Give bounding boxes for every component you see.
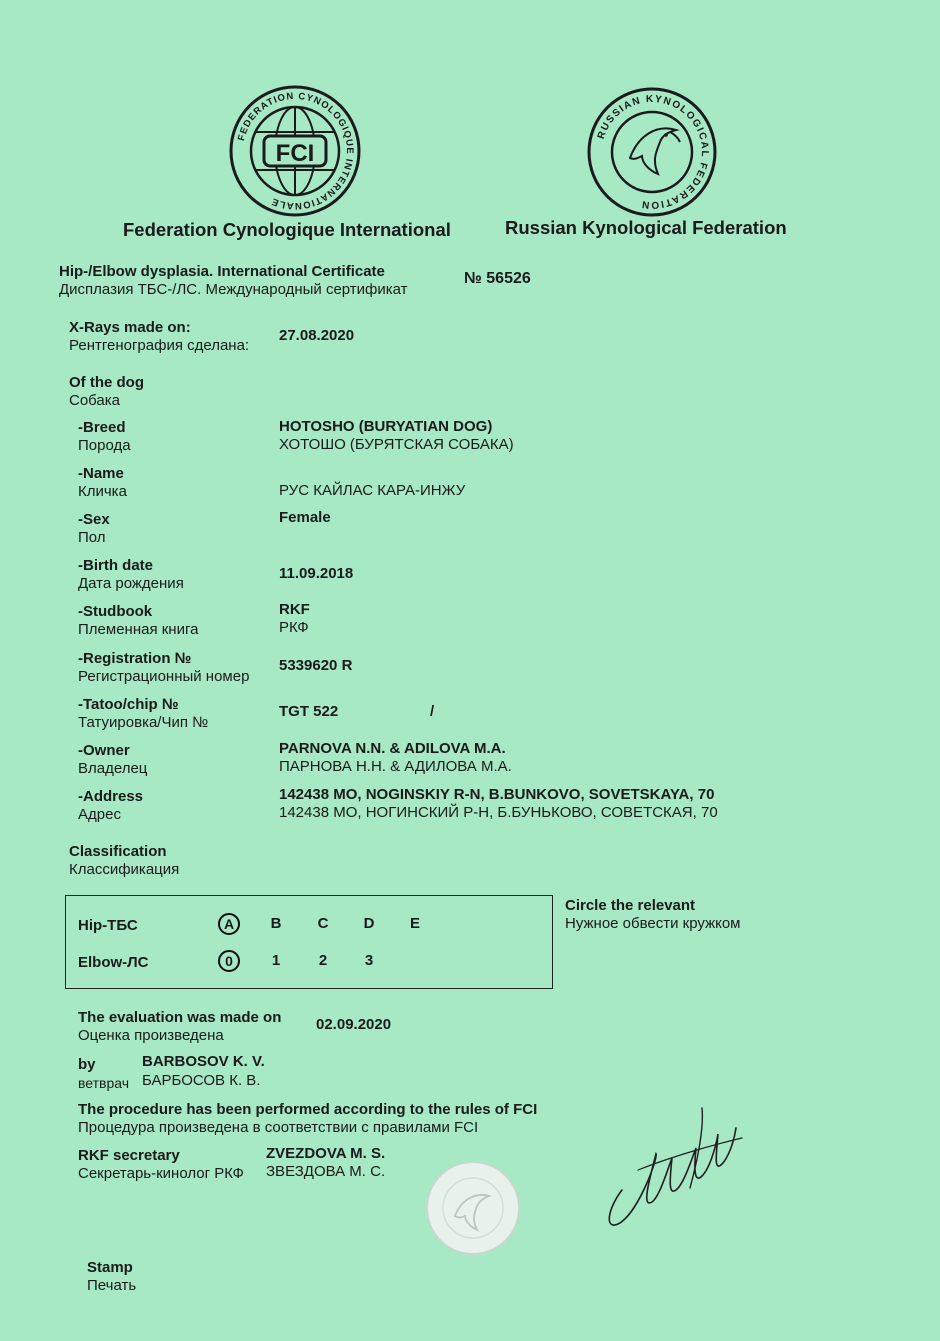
- dog-section-label-en: Of the dog: [69, 374, 144, 391]
- sex-label-en: -Sex: [78, 511, 110, 528]
- breed-value-en: HOTOSHO (BURYATIAN DOG): [279, 418, 493, 435]
- birth-date-value: 11.09.2018: [279, 565, 354, 582]
- studbook-label-en: -Studbook: [78, 603, 153, 620]
- hip-grade-c: C: [317, 915, 329, 932]
- classification-label-en: Classification: [69, 843, 167, 860]
- elbow-label: Elbow-ЛС: [78, 954, 149, 971]
- owner-value-ru: ПАРНОВА Н.Н. & АДИЛОВА М.А.: [279, 758, 512, 775]
- vet-name-ru: БАРБОСОВ К. В.: [142, 1072, 261, 1089]
- dog-section-label-ru: Собака: [69, 392, 120, 409]
- secretary-name-ru: ЗВЕЗДОВА М. С.: [266, 1163, 386, 1180]
- procedure-text-en: The procedure has been performed according to the rules of FCI: [78, 1101, 538, 1118]
- owner-label-ru: Владелец: [78, 760, 148, 777]
- hip-label: Hip-ТБС: [78, 917, 138, 934]
- breed-label-ru: Порода: [78, 437, 131, 454]
- rkf-ring-text: RUSSIAN KYNOLOGICAL FEDERATION: [595, 93, 711, 211]
- by-label-ru: ветврач: [78, 1075, 130, 1091]
- secretary-name-en: ZVEZDOVA M. S.: [266, 1145, 386, 1162]
- secretary-label-en: RKF secretary: [78, 1147, 180, 1164]
- elbow-grade-selected: 0: [218, 950, 240, 972]
- chip-label-en: -Tatoo/chip №: [78, 696, 179, 713]
- elbow-grade-3: 3: [364, 952, 374, 969]
- fci-ring-text: FEDERATION CYNOLOGIQUE INTERNATIONALE: [236, 90, 356, 212]
- signature-icon: [598, 1098, 746, 1234]
- certificate-title-en: Hip-/Elbow dysplasia. International Certificate: [59, 263, 385, 280]
- registration-label-en: -Registration №: [78, 650, 192, 667]
- hip-grade-e: E: [409, 915, 420, 932]
- chip-separator: /: [430, 703, 435, 720]
- studbook-label-ru: Племенная книга: [78, 621, 199, 638]
- owner-value-en: PARNOVA N.N. & ADILOVA M.A.: [279, 740, 506, 757]
- elbow-grade-1: 1: [271, 952, 281, 969]
- embossed-stamp-icon: [425, 1160, 521, 1256]
- address-label-en: -Address: [78, 788, 144, 805]
- owner-label-en: -Owner: [78, 742, 130, 759]
- xray-label-en: X-Rays made on:: [69, 319, 191, 336]
- xray-label-ru: Рентгенография сделана:: [69, 337, 250, 354]
- certificate-title-ru: Дисплазия ТБС-/ЛС. Международный сертификат: [59, 281, 408, 298]
- certificate-number: № 56526: [464, 270, 531, 287]
- registration-label-ru: Регистрационный номер: [78, 668, 250, 685]
- fci-logo-text: FCI: [275, 140, 315, 167]
- studbook-value-ru: РКФ: [279, 619, 309, 636]
- circle-note-ru: Нужное обвести кружком: [565, 915, 741, 932]
- fci-logo-icon: [228, 84, 362, 218]
- address-value-ru: 142438 МО, НОГИНСКИЙ Р-Н, Б.БУНЬКОВО, СОВЕТСКАЯ, 70: [279, 804, 718, 821]
- classification-box: [65, 895, 553, 989]
- xray-date: 27.08.2020: [279, 327, 355, 344]
- chip-value: TGT 522: [279, 703, 339, 720]
- hip-grade-selected: A: [218, 913, 240, 935]
- birth-date-label-en: -Birth date: [78, 557, 153, 574]
- sex-value: Female: [279, 509, 331, 526]
- breed-value-ru: ХОТОШО (БУРЯТСКАЯ СОБАКА): [279, 436, 514, 453]
- name-value: РУС КАЙЛАС КАРА-ИНЖУ: [279, 482, 466, 499]
- evaluation-date: 02.09.2020: [316, 1016, 392, 1033]
- procedure-text-ru: Процедура произведена в соответствии с правилами FCI: [78, 1119, 479, 1136]
- address-value-en: 142438 MO, NOGINSKIY R-N, B.BUNKOVO, SOVETSKAYA, 70: [279, 786, 715, 803]
- hip-grade-b: B: [270, 915, 282, 932]
- chip-label-ru: Татуировка/Чип №: [78, 714, 209, 731]
- birth-date-label-ru: Дата рождения: [78, 575, 184, 592]
- stamp-label-en: Stamp: [87, 1259, 133, 1276]
- stamp-label-ru: Печать: [87, 1277, 137, 1294]
- name-label-en: -Name: [78, 465, 124, 482]
- breed-label-en: -Breed: [78, 419, 126, 436]
- classification-label-ru: Классификация: [69, 861, 180, 878]
- secretary-label-ru: Секретарь-кинолог РКФ: [78, 1165, 244, 1182]
- evaluation-label-ru: Оценка произведена: [78, 1027, 224, 1044]
- elbow-grade-2: 2: [318, 952, 328, 969]
- evaluation-label-en: The evaluation was made on: [78, 1009, 282, 1026]
- rkf-org-name: Russian Kynological Federation: [505, 217, 787, 238]
- sex-label-ru: Пол: [78, 529, 106, 546]
- fci-org-name: Federation Cynologique International: [123, 219, 451, 240]
- rkf-logo-icon: [586, 86, 718, 218]
- by-label-en: by: [78, 1056, 96, 1073]
- studbook-value-en: RKF: [279, 601, 310, 618]
- vet-name-en: BARBOSOV K. V.: [142, 1053, 265, 1070]
- circle-note-en: Circle the relevant: [565, 897, 696, 914]
- address-label-ru: Адрес: [78, 806, 121, 823]
- hip-grade-d: D: [363, 915, 375, 932]
- name-label-ru: Кличка: [78, 483, 127, 500]
- registration-value: 5339620 R: [279, 657, 353, 674]
